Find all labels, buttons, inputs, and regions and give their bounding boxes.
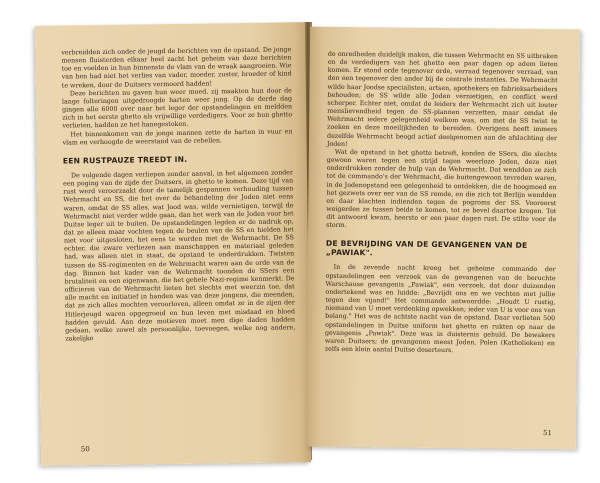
right-paragraph-3: In de zevende nacht kreeg het geheime commando der opstandelingen een verzoek van de gevangenen van de beruchte Warschause gevangenis „Pawiak", een verzoek, dat door duizenden ondertekend was en luidde: „Bevrijdt ons en we vechten met jullie tegen den vijand!" Het commando antwoordde: „Houdt U rustig, niemand van U moet verdenking opwekken; ieder van U is voor ons van belang." Het was de achtste nacht van de opstand. Daar verlieten 500 opstandelingen in Duitse uniform het ghetto en rukten op naar de gevangenis „Pawiak". Deze was in duisternis gehuld. De bewakers waren Duitsers; de gevangenen meest Joden, Polen (Katholieken) en zelfs een klein aantal Duitse deserteurs. (324, 264, 556, 355)
page-number-right: 51 (542, 429, 553, 438)
page-number-left: 50 (80, 445, 90, 454)
left-paragraph-3: Het binnenkomen van de jonge mannen zette de harten in vuur en vlam en verhoogde de weerstand van de rebellen. (62, 127, 293, 147)
left-paragraph-4: De volgende dagen verliepen zonder aanval, in het algemeen zonder een poging van de zijde der Duitsers, in ghetto te komen. Deze tijd van rust werd veroorzaakt door de tamelijk gespannen verhouding tussen Wehrmacht en SS, die het over de behandeling der Joden niet eens waren, omdat de SS alles, wat Jood was, wilde vernietigen, terwijl de Wehrmacht niet verder wilde gaan, dan het werk van de Joden voor het Duitse leger uit te buiten. De opstandelingen legden er de nadruk op, dat ze alleen maar vochten tegen de beulen van de SS en hielden het niet voor uitgesloten, het eens te worden met de Wehrmacht. De SS echter, die zware verliezen aan manschappen en materiaal geleden had, was alleen niet in staat, de opstand te onderdrukken. Twisten tussen de SS-regimenten en de Wehrmacht waren aan de orde van de dag. Binnen het kader van de Wehrmacht toonden de SSers een brutaliteit en een eigenwaan, die het gehele Nazi-regime kenmerkt. De officieren van de Wehrmacht lieten het slechts met weerzin toe, dat alle macht en initiatief in handen was van deze jongens, die meenden, dat ze zich alles mochten veroorloven, alleen omdat ze in de zijen der Hitlerjeugd waren opgegroeid en hun leven met misdaad en bloed hadden gevuld. Aan deze motieven moet men dige daden hadden gedaan, welke zowel als persoonlijke, toevoegen, welke nog andere, zakelijke (63, 169, 296, 343)
left-page (35, 22, 311, 466)
left-paragraph-1: verbreidden zich onder de jeugd de berichten van de opstand. De jonge mensen fluisterden elkaar heel zacht het geheim van deze berichten toe en voelden in hun binnenste de vlam van de wraak aangroeien. Wie van hen had niet het verlies van vader, moeder, zuster, broeder of kind te wreken, door de Duitsers vermoord hadden! (61, 46, 292, 90)
left-paragraph-2: Deze berichten nu gaven hun weer moed, zij maakten hun door de lange folteringen uitgedroogde harten weer jong. Op de derde dag gingen alle 6000 over naar het leger der opstandelingen en meldden zich in het eerste ghetto als vrijwillige verdedigers. Voor ze hun ghetto verlieten, hadden ze het hanegestoken. (61, 87, 293, 130)
section-heading-rustpauze: EEN RUSTPAUZE TREEDT IN. (62, 154, 188, 166)
section-heading-pawiak: DE BEVRIJDING VAN DE GEVANGENEN VAN DE „PAWIAK". (325, 239, 528, 258)
right-paragraph-1: de onredheden duidelijk maken, die tussen Wehrmacht en SS uitbraken en de verdedigers van het ghetto een paar dagen op adem lieten komen. Er stond orde tegenover orde, verraad tegenover verraad, van den een tegenover den ander bij de centrale instanties. De Wehrmacht wilde haar Joodse specialisten, artsen, apothekers en fabrieksarbeiders behouden; de SS wilde alle Joden vernietigen, en conflict werd scherper. Echter niet, omdat de leiders der Wehrmacht zich uit louter menslievendheid tegen de SS-plannen verzetten, maar omdat de Wehrmacht iedere gelegenheid welkom was, om met de SS twist te zoeken en deze moeilijkheden te bereiden. Overigens heeft immers dezelfde Wehrmacht beogd actief deelgenomen aan de afslachting der Joden! (326, 50, 558, 148)
right-page (306, 27, 580, 450)
right-paragraph-2: Wat de opstand in het ghetto betreft, konden de SSers, die slechts gewoon waren tegen een strijd tegen weerloze Joden, deze niet onderdrukken zonder de hulp van de Wehrmacht. Dat wendden ze zich tot de commando's der Wehrmacht, die buitengewoon tevreden waren, in de Jodenopstand een gelegenheid te ontdekken, die de hoogmoed en het gezwets over eer van de SS remde, en die zich tot Berlijn wendden en daar klachten indienden tegen de pogroms der SS. Vooreerst weigerden ze tussen beide te komen, tot ze bevel daartoe kregen. Tot dit antwoord kwam, heerste er een paar dagen rust. De stilte voor de storm. (326, 148, 557, 230)
open-book (8, 8, 592, 470)
